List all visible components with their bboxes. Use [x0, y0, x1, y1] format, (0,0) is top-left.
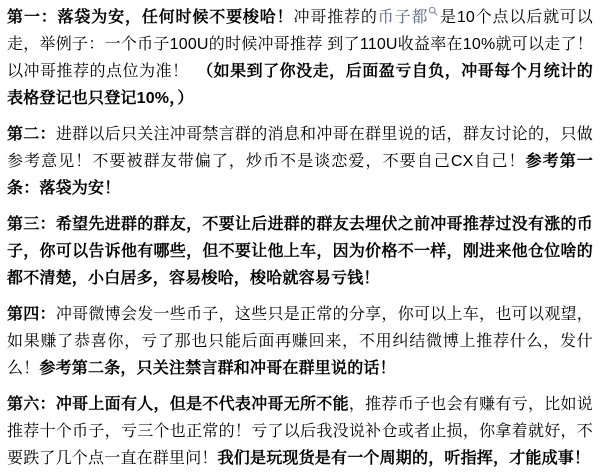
rule-1-search-link[interactable]: 币子都	[377, 9, 429, 26]
search-icon[interactable]	[428, 6, 438, 16]
rule-4-body: 冲哥微博会发一些币子，这些只是正常的分享，你可以上车，也可以观望，如果赚了恭喜你，亏了那也只能后面再赚回来，不用纠结微博上推荐什么，发什么！	[7, 306, 593, 377]
rule-3-body: 第三：希望先进群的群友，不要让后进群的群友去埋伏之前冲哥推荐过没有涨的币子，你可以告诉他有哪些，但不要让他上车，因为价格不一样，刚进来他仓位啥的都不清楚，小白居多，容易梭哈，梭哈就容易亏钱！	[7, 216, 593, 287]
rule-2-body: 进群以后只关注冲哥禁言群的消息和冲哥在群里说的话，群友讨论的，只做参考意见！不要被群友带偏了，炒币不是谈恋爱，不要自己CX自己！	[7, 126, 593, 170]
paragraph-rule-3	[7, 211, 593, 292]
paragraph-rule-6	[7, 391, 593, 472]
rule-6-lead: 第六：冲哥上面有人，但是不代表冲哥无所不能	[7, 396, 349, 413]
rule-1-text-b: 是10个点以后就可以走，举例子：一个币子100U的时候冲哥推荐 到了110U收益率在10%就可以走了！以冲哥推荐的点位为准！	[7, 9, 593, 80]
rule-1-note: （如果到了你没走，后面盈亏自负，冲哥每个月统计的表格登记也只登记10%，）	[7, 63, 593, 107]
rule-6-tail: 我们是玩现货是有一个周期的，听指挥，才能成事！	[217, 450, 591, 467]
rule-4-ref: 参考第二条，只关注禁言群和冲哥在群里说的话！	[39, 360, 396, 377]
rule-1-text-a: 冲哥推荐的	[293, 9, 378, 26]
rule-1-lead: 第一：落袋为安，任何时候不要梭哈！	[7, 9, 294, 26]
rule-2-ref: 参考第一条：落袋为安！	[7, 153, 593, 197]
paragraph-rule-2	[7, 121, 593, 202]
rule-2-label: 第二：	[7, 126, 56, 143]
rule-4-label: 第四：	[7, 306, 56, 323]
paragraph-rule-4	[7, 301, 593, 382]
rule-6-body: ，推荐币子也会有赚有亏，比如说推荐十个币子，亏三个也正常的！亏了以后我没说补仓或者止损，你拿着就好，不要跌了几个点一直在群里问！	[7, 396, 593, 467]
paragraph-rule-1	[7, 4, 593, 112]
